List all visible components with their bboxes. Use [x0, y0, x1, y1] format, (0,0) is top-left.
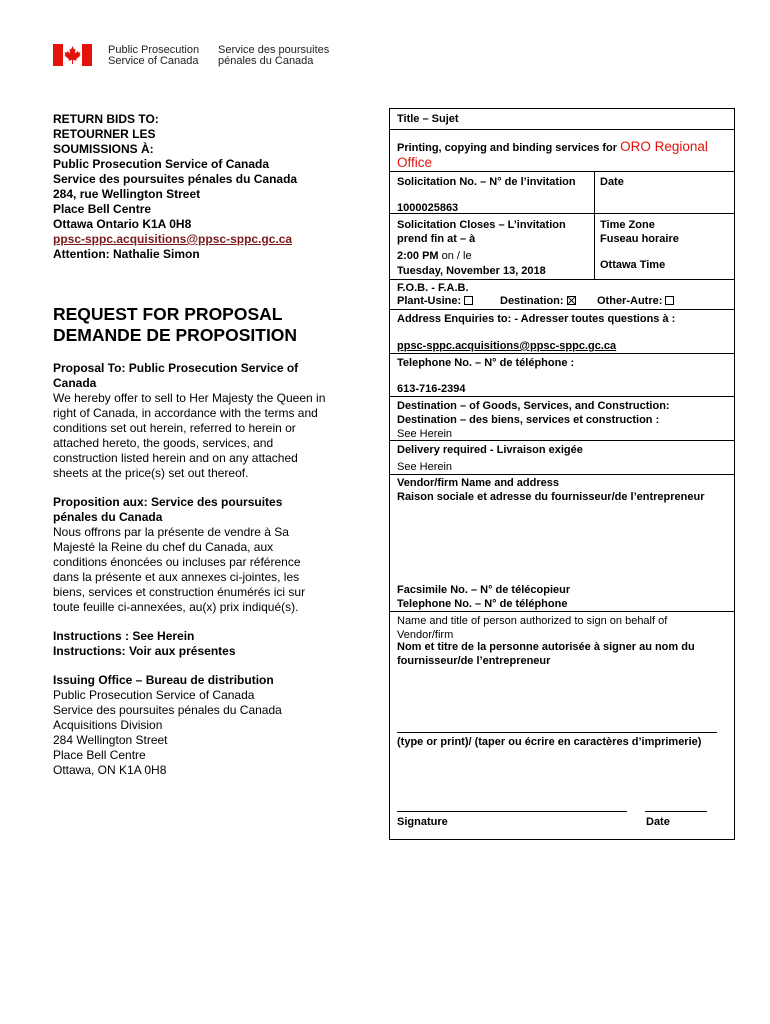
issuing-office-line: Place Bell Centre: [53, 748, 146, 762]
proposal-fr-line: Majesté la Reine du chef du Canada, aux: [53, 540, 274, 554]
other-checkbox[interactable]: [665, 296, 674, 305]
return-line: Service des poursuites pénales du Canada: [53, 172, 298, 186]
document-title-en: REQUEST FOR PROPOSAL: [53, 304, 283, 324]
divider: [389, 611, 735, 612]
proposal-en-heading: Proposal To: Public Prosecution Service of: [53, 361, 299, 375]
return-line: SOUMISSIONS À:: [53, 142, 154, 156]
destination-goods-line: Destination – of Goods, Services, and Construction:: [397, 400, 670, 412]
issuing-office-line: Acquisitions Division: [53, 718, 163, 732]
issuing-office-line: Public Prosecution Service of Canada: [53, 688, 255, 702]
proposal-en-line: right of Canada, in accordance with the terms and: [53, 406, 318, 420]
proposal-fr-line: dans la présente et aux annexes ci-jointes, les: [53, 570, 300, 584]
return-line: RETURN BIDS TO:: [53, 112, 159, 126]
issuing-office-line: Service des poursuites pénales du Canada: [53, 703, 282, 717]
vendor-label: [397, 476, 705, 504]
return-line: Place Bell Centre: [53, 202, 152, 216]
return-line: RETOURNER LES: [53, 127, 156, 141]
divider: [389, 474, 735, 475]
title-value: [397, 140, 708, 155]
proposal-en: [53, 361, 345, 481]
instructions-en: Instructions : See Herein: [53, 629, 195, 643]
canada-flag-icon: [53, 44, 92, 66]
vendor-label-line: Raison sociale et adresse du fournisseur/de l’entrepreneur: [397, 491, 705, 503]
other-option: [597, 294, 674, 308]
closes-time-value: 2:00 PM: [397, 250, 439, 262]
department-name-fr: Service des poursuites pénales du Canada: [218, 44, 330, 67]
vendor-label-line: Vendor/firm Name and address: [397, 477, 559, 489]
return-line: Public Prosecution Service of Canada: [53, 157, 270, 171]
proposal-en-line: attached hereto, the goods, services, and: [53, 436, 274, 450]
name-title-line[interactable]: [397, 732, 717, 733]
plant-checkbox[interactable]: [464, 296, 473, 305]
proposal-en-line: construction listed herein and on any attached: [53, 451, 298, 465]
signature-label: Signature: [397, 816, 448, 828]
title-value-text: Printing, copying and binding services for: [397, 142, 618, 154]
return-line: 284, rue Wellington Street: [53, 187, 201, 201]
title-value-highlight: Office: [397, 155, 433, 170]
department-name-en: Public Prosecution Service of Canada: [108, 44, 200, 67]
fax-label: Facsimile No. – N° de télécopieur: [397, 584, 571, 596]
destination-option: [500, 294, 576, 308]
authorized-fr-line: fournisseur/de l’entrepreneur: [397, 655, 551, 667]
proposal-en-line: sheets at the price(s) set out thereof.: [53, 466, 249, 480]
vendor-telephone-label: Telephone No. – N° de téléphone: [397, 598, 568, 610]
destination-goods-label: [397, 399, 670, 427]
divider: [389, 396, 735, 397]
issuing-office: [53, 673, 345, 778]
issuing-office-line: Ottawa, ON K1A 0H8: [53, 763, 167, 777]
title-value-highlight: ORO Regional: [620, 139, 708, 154]
proposal-en-line: conditions set out herein, referred to herein or: [53, 421, 296, 435]
attention-line: Attention: Nathalie Simon: [53, 247, 200, 261]
enquiries-email-link[interactable]: ppsc-sppc.acquisitions@ppsc-sppc.gc.ca: [397, 340, 617, 352]
return-bids-address: [53, 112, 353, 262]
timezone-label-line: Time Zone: [600, 219, 655, 231]
closes-label-line: prend fin at – à: [397, 233, 476, 245]
solicitation-number: 1000025863: [397, 202, 459, 214]
divider: [389, 279, 735, 280]
enquiries-label: Address Enquiries to: - Adresser toutes questions à :: [397, 313, 676, 325]
issuing-office-heading: Issuing Office – Bureau de distribution: [53, 673, 274, 687]
signature-date-label: Date: [646, 816, 670, 828]
delivery-label: Delivery required - Livraison exigée: [397, 444, 583, 456]
proposal-fr-line: conditions énoncées ou incluses par référence: [53, 555, 301, 569]
closes-label-line: Solicitation Closes – L’invitation: [397, 219, 566, 231]
destination-label: Destination:: [500, 295, 564, 307]
proposal-fr-line: toute feuille ci-annexées, au(x) prix indiqué(s).: [53, 600, 299, 614]
document-title-fr: DEMANDE DE PROPOSITION: [53, 325, 298, 345]
closes-date: Tuesday, November 13, 2018: [397, 265, 546, 277]
timezone-label-line: Fuseau horaire: [600, 233, 679, 245]
destination-checkbox[interactable]: [567, 296, 576, 305]
vendor-contact-labels: [397, 583, 570, 611]
solicitation-label: Solicitation No. – N° de l’invitation: [397, 176, 576, 188]
signature-line[interactable]: [397, 811, 627, 812]
plant-label: Plant-Usine:: [397, 295, 462, 307]
proposal-fr-heading: pénales du Canada: [53, 510, 163, 524]
delivery-value: See Herein: [397, 461, 453, 473]
telephone-label: Telephone No. – N° de téléphone :: [397, 357, 575, 369]
proposal-en-line: We hereby offer to sell to Her Majesty the Queen in: [53, 391, 326, 405]
telephone-value: 613-716-2394: [397, 383, 466, 395]
instructions: [53, 629, 345, 659]
proposal-fr-heading: Proposition aux: Service des poursuites: [53, 495, 283, 509]
divider: [389, 171, 735, 172]
timezone-label: [600, 218, 679, 246]
destination-goods-value: See Herein: [397, 428, 453, 440]
closes-on-label: on / le: [441, 250, 472, 262]
return-line: Ottawa Ontario K1A 0H8: [53, 217, 192, 231]
proposal-fr-line: biens, services et construction énumérés ici sur: [53, 585, 306, 599]
column-divider: [594, 171, 595, 279]
proposal-en-heading: Canada: [53, 376, 97, 390]
authorized-en: [397, 614, 667, 642]
proposal-fr-line: Nous offrons par la présente de vendre à Sa: [53, 525, 289, 539]
document-title: [53, 304, 297, 346]
authorized-fr-line: Nom et titre de la personne autorisée à signer au nom du: [397, 641, 695, 653]
destination-goods-line: Destination – des biens, services et construction :: [397, 414, 660, 426]
authorized-en-line: Name and title of person authorized to sign on behalf of: [397, 615, 668, 627]
other-label: Other-Autre:: [597, 295, 663, 307]
divider: [389, 129, 735, 130]
return-email-link[interactable]: ppsc-sppc.acquisitions@ppsc-sppc.gc.ca: [53, 232, 293, 246]
closes-label: [397, 218, 566, 246]
type-print-label: (type or print)/ (taper ou écrire en caractères d’imprimerie): [397, 736, 702, 748]
divider: [389, 353, 735, 354]
timezone-value: Ottawa Time: [600, 259, 666, 271]
signature-date-line[interactable]: [645, 811, 707, 812]
proposal-fr: [53, 495, 345, 615]
title-label: Title – Sujet: [397, 113, 459, 125]
closes-time: [397, 249, 472, 263]
date-label: Date: [600, 176, 624, 188]
divider: [389, 309, 735, 310]
instructions-fr: Instructions: Voir aux présentes: [53, 644, 236, 658]
plant-option: [397, 294, 473, 308]
authorized-fr: [397, 640, 695, 668]
authorized-en-line: Vendor/firm: [397, 629, 454, 641]
fob-label: F.O.B. - F.A.B.: [397, 282, 469, 294]
issuing-office-line: 284 Wellington Street: [53, 733, 168, 747]
